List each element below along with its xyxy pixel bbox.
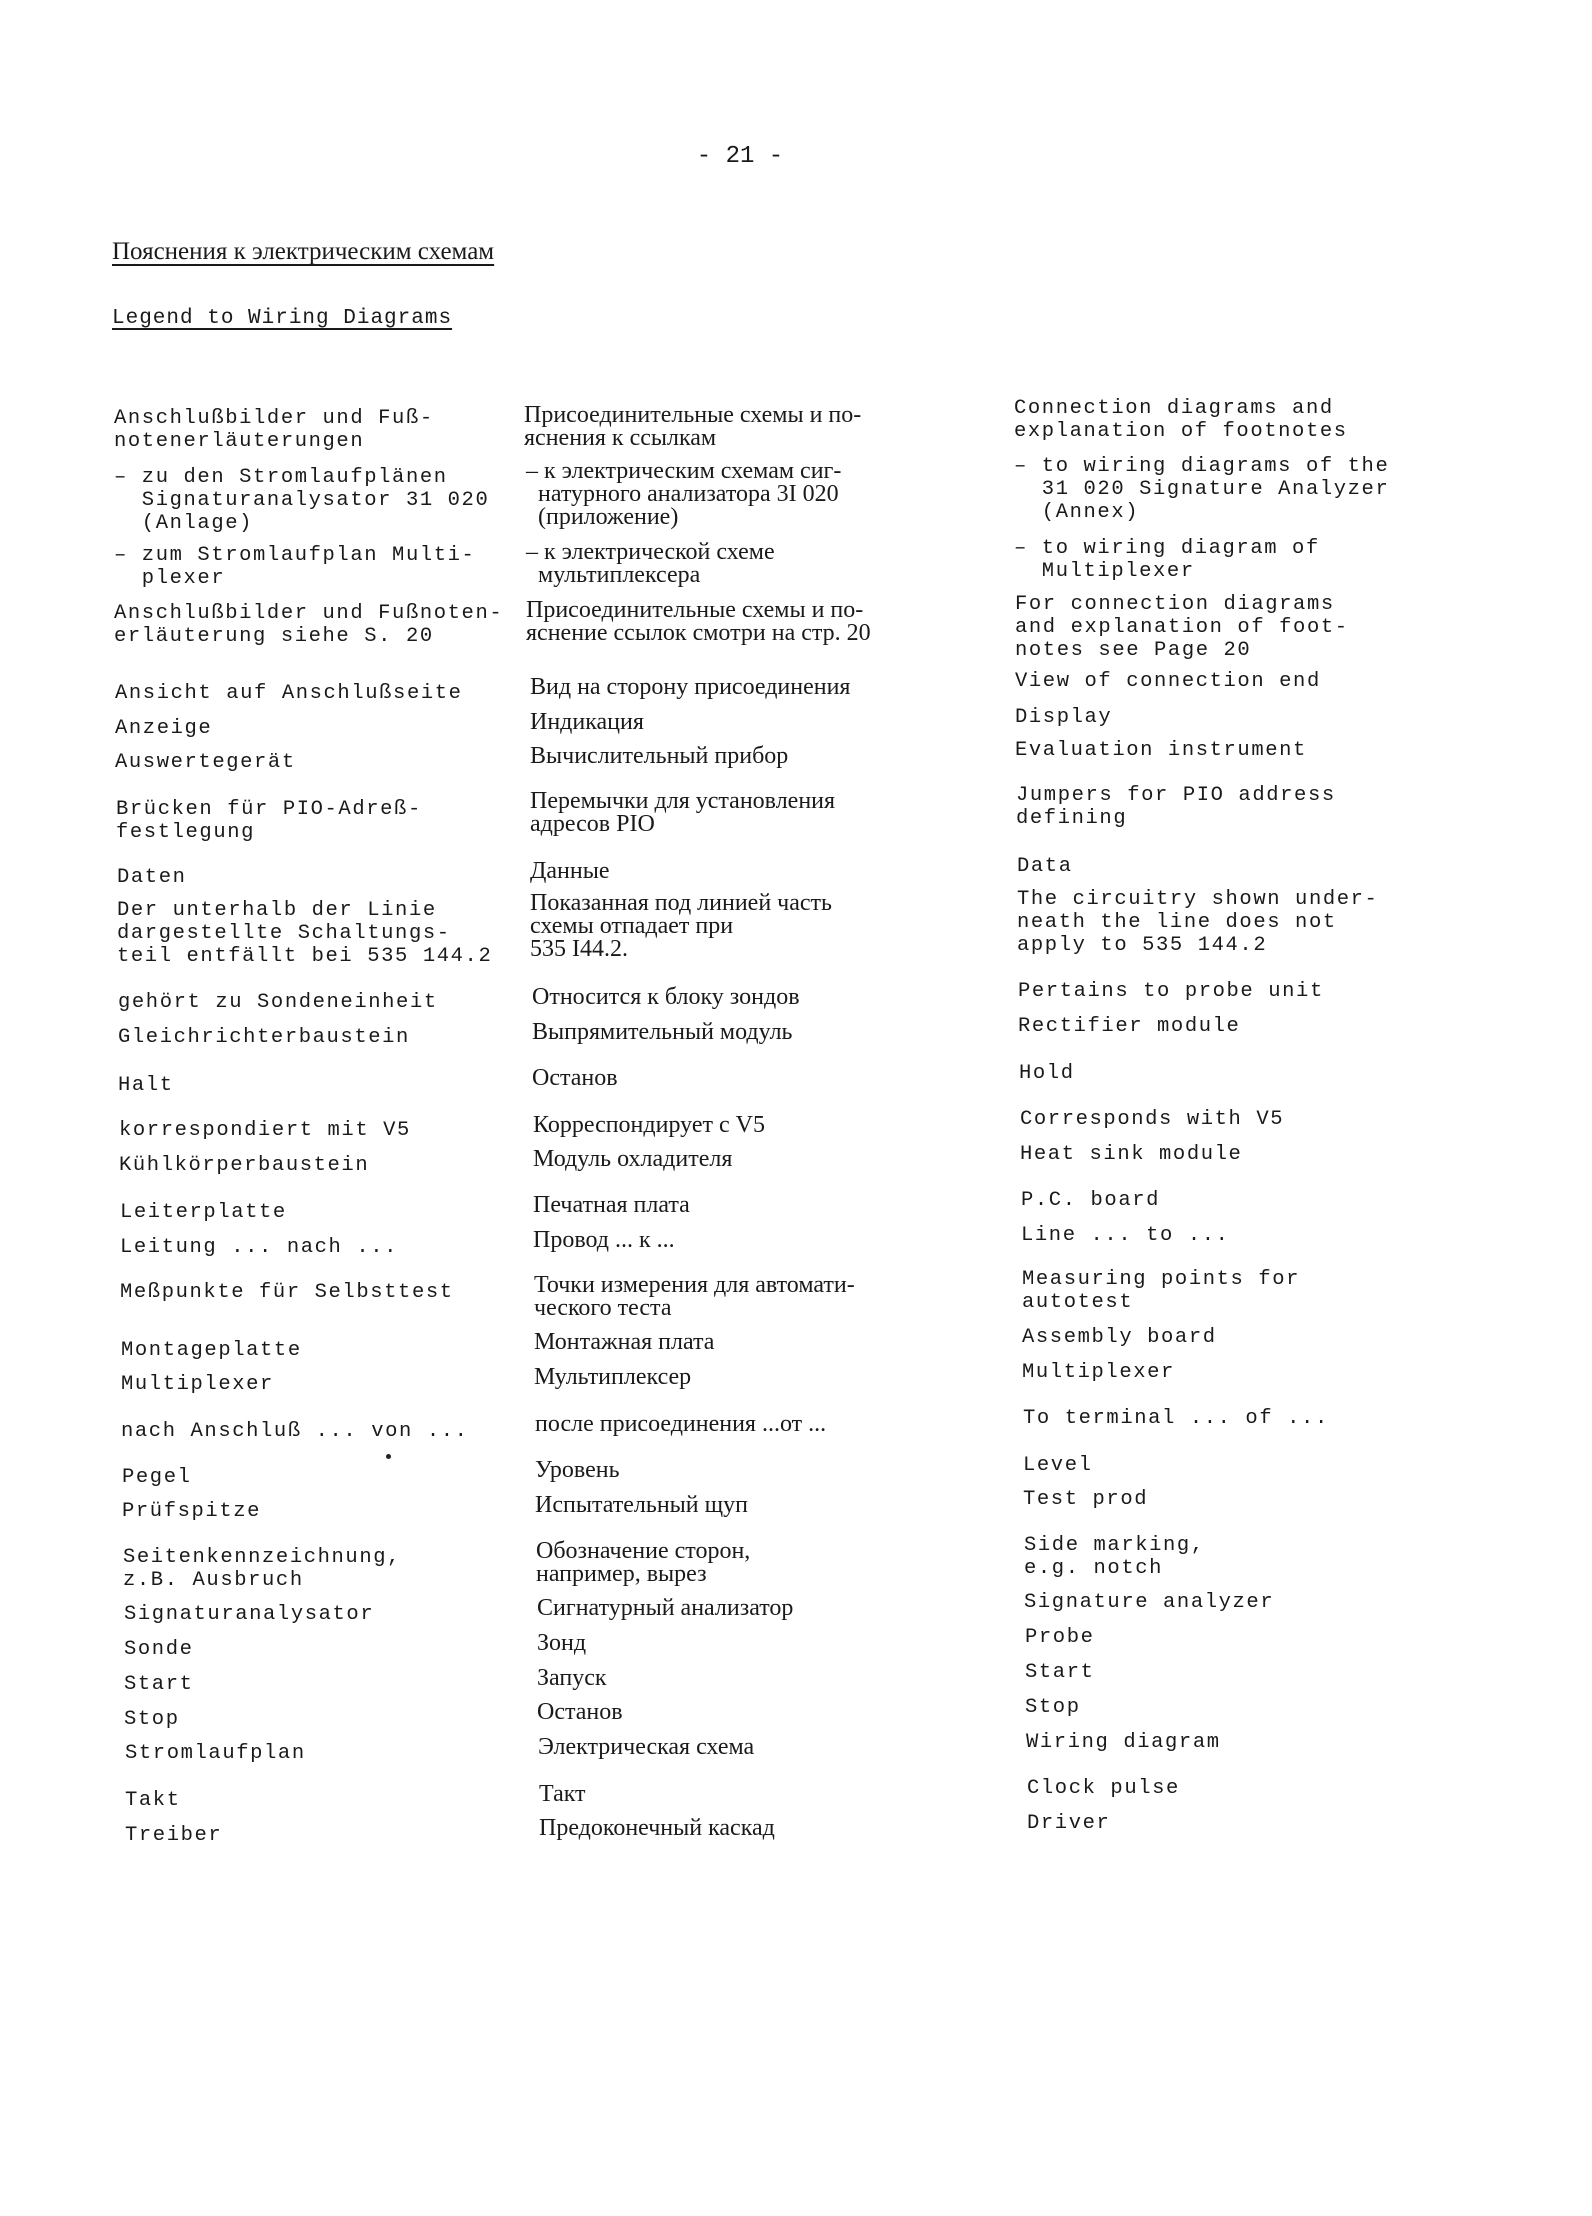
russian-term: – к электрическим схемам сиг- натурного анализатора 3I 020 (приложение) (526, 458, 842, 530)
russian-term: Показанная под линией часть схемы отпадает при 535 I44.2. (530, 890, 832, 962)
english-term: Level (1023, 1454, 1093, 1477)
russian-term: Сигнатурный анализатор (537, 1595, 794, 1621)
russian-term: Присоединительные схемы и по- яснение ссылок смотри на стр. 20 (526, 597, 871, 646)
german-term: Leiterplatte (120, 1201, 287, 1224)
russian-term: Выпрямительный модуль (532, 1019, 793, 1045)
english-term: Signature analyzer (1024, 1591, 1275, 1614)
german-term: Meßpunkte für Selbsttest (120, 1281, 454, 1304)
russian-term: Данные (530, 858, 610, 884)
german-term: Leitung ... nach ... (120, 1236, 399, 1259)
german-term: Takt (125, 1789, 181, 1812)
russian-term: Провод ... к ... (533, 1227, 675, 1253)
english-term: Multiplexer (1022, 1361, 1175, 1384)
english-term: Data (1017, 855, 1073, 878)
german-term: – zu den Stromlaufplänen Signaturanalysator 31 020 (Anlage) (114, 466, 490, 535)
title-english: Legend to Wiring Diagrams (112, 307, 453, 330)
russian-term: Мультиплексер (534, 1364, 692, 1390)
russian-term: Модуль охладителя (533, 1146, 733, 1172)
english-term: View of connection end (1015, 670, 1321, 693)
russian-term: Относится к блоку зондов (532, 984, 800, 1010)
german-term: Halt (118, 1074, 174, 1097)
russian-term: – к электрической схеме мультиплексера (526, 539, 775, 588)
english-term: Stop (1025, 1696, 1081, 1719)
russian-term: Индикация (530, 709, 644, 735)
english-term: Start (1025, 1661, 1095, 1684)
german-term: Ansicht auf Anschlußseite (115, 682, 463, 705)
german-term: Anschlußbilder und Fußnoten- erläuterung siehe S. 20 (114, 602, 504, 648)
english-term: Rectifier module (1018, 1015, 1241, 1038)
english-term: Clock pulse (1027, 1777, 1180, 1800)
english-term: For connection diagrams and explanation of foot- notes see Page 20 (1015, 593, 1349, 662)
german-term: Prüfspitze (122, 1500, 262, 1523)
stray-dot (386, 1454, 391, 1459)
english-term: Evaluation instrument (1015, 739, 1307, 762)
german-term: Pegel (122, 1466, 192, 1489)
german-term: Daten (117, 866, 187, 889)
german-term: Stop (124, 1708, 180, 1731)
english-term: To terminal ... of ... (1023, 1407, 1329, 1430)
german-term: Start (124, 1673, 194, 1696)
german-term: Multiplexer (121, 1373, 274, 1396)
english-term: Wiring diagram (1026, 1731, 1221, 1754)
english-term: Corresponds with V5 (1020, 1108, 1285, 1131)
english-term: – to wiring diagram of Multiplexer (1014, 537, 1320, 583)
english-term: Measuring points for autotest (1022, 1268, 1301, 1314)
russian-term: Предоконечный каскад (539, 1815, 775, 1841)
english-term: Hold (1019, 1062, 1075, 1085)
russian-term: Вычислительный прибор (530, 743, 789, 769)
german-term: Der unterhalb der Linie dargestellte Schaltungs- teil entfällt bei 535 144.2 (117, 899, 493, 968)
german-term: Montageplatte (121, 1339, 302, 1362)
russian-term: Монтажная плата (534, 1329, 715, 1355)
german-term: Stromlaufplan (125, 1742, 306, 1765)
german-term: Signaturanalysator (124, 1603, 375, 1626)
russian-term: Печатная плата (533, 1192, 690, 1218)
german-term: korrespondiert mit V5 (119, 1119, 411, 1142)
english-term: Connection diagrams and explanation of footnotes (1014, 397, 1348, 443)
english-term: Test prod (1023, 1488, 1149, 1511)
english-term: Pertains to probe unit (1018, 980, 1324, 1003)
russian-term: Зонд (537, 1630, 587, 1656)
russian-term: Останов (537, 1699, 623, 1725)
german-term: Anzeige (115, 717, 213, 740)
russian-term: Обозначение сторон, например, вырез (536, 1538, 751, 1587)
german-term: nach Anschluß ... von ... (121, 1420, 469, 1443)
english-term: P.C. board (1021, 1189, 1161, 1212)
russian-term: Уровень (535, 1457, 620, 1483)
russian-term: Останов (532, 1065, 618, 1091)
page-number: - 21 - (696, 143, 784, 170)
german-term: Sonde (124, 1638, 194, 1661)
german-term: Anschlußbilder und Fuß- notenerläuterungen (114, 407, 434, 453)
title-russian: Пояснения к электрическим схемам (112, 238, 495, 265)
english-term: Heat sink module (1020, 1143, 1243, 1166)
russian-term: Перемычки для установления адресов PIO (530, 788, 836, 837)
german-term: Seitenkennzeichnung, z.B. Ausbruch (123, 1546, 402, 1592)
english-term: Driver (1027, 1812, 1111, 1835)
german-term: Kühlkörperbaustein (119, 1154, 370, 1177)
german-term: Auswertegerät (115, 751, 296, 774)
english-term: Assembly board (1022, 1326, 1217, 1349)
russian-term: Испытательный щуп (535, 1492, 748, 1518)
russian-term: Запуск (537, 1665, 607, 1691)
english-term: The circuitry shown under- neath the line does not apply to 535 144.2 (1017, 888, 1379, 957)
english-term: – to wiring diagrams of the 31 020 Signature Analyzer (Annex) (1014, 455, 1390, 524)
english-term: Line ... to ... (1021, 1224, 1230, 1247)
german-term: – zum Stromlaufplan Multi- plexer (114, 544, 476, 590)
german-term: Gleichrichterbaustein (118, 1026, 410, 1049)
german-term: gehört zu Sondeneinheit (118, 991, 438, 1014)
russian-term: Корреспондирует с V5 (533, 1112, 765, 1138)
english-term: Side marking, e.g. notch (1024, 1534, 1205, 1580)
english-term: Display (1015, 706, 1113, 729)
russian-term: Вид на сторону присоединения (530, 674, 851, 700)
german-term: Brücken für PIO-Adreß- festlegung (116, 798, 422, 844)
english-term: Jumpers for PIO address defining (1016, 784, 1336, 830)
english-term: Probe (1025, 1626, 1095, 1649)
russian-term: Присоединительные схемы и по- яснения к ссылкам (524, 402, 862, 451)
russian-term: Электрическая схема (538, 1734, 755, 1760)
russian-term: Точки измерения для автомати- ческого теста (534, 1272, 855, 1321)
russian-term: Такт (539, 1781, 586, 1807)
german-term: Treiber (125, 1824, 223, 1847)
russian-term: после присоединения ...от ... (535, 1411, 827, 1437)
